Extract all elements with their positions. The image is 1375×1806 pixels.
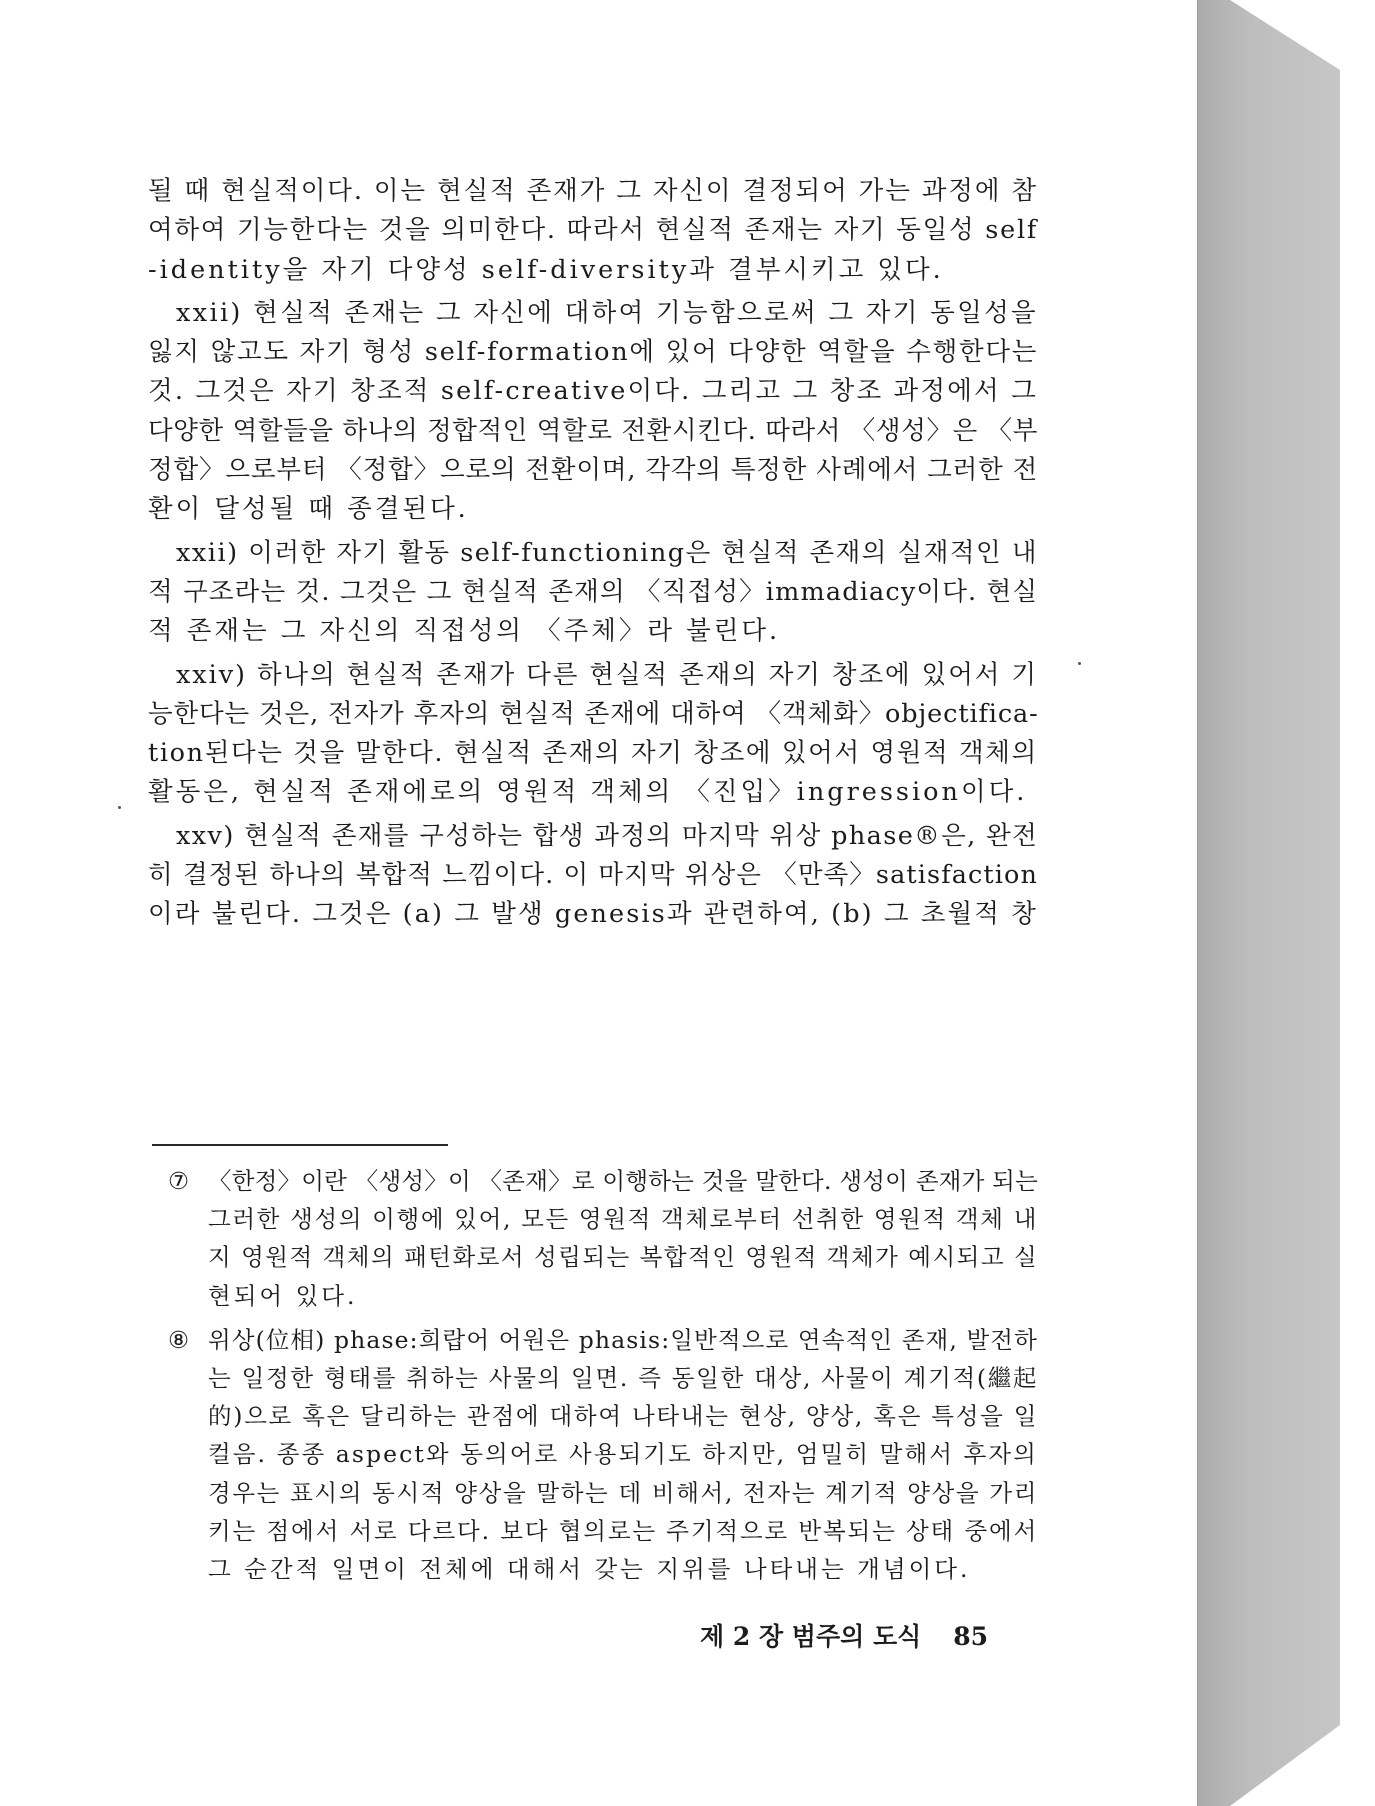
scan-speck — [1078, 662, 1081, 665]
footnotes — [168, 1162, 1038, 1594]
page-stack-edge — [1190, 0, 1340, 1806]
paragraph — [148, 656, 1038, 813]
footnote-line: 현되어 있다. — [208, 1281, 358, 1310]
footnote-line: 키는 점에서 서로 다르다. 보다 협의로는 주기적으로 반복되는 상태 중에서 — [208, 1516, 1039, 1545]
footnote-line: 경우는 표시의 동시적 양상을 말하는 데 비해서, 전자는 계기적 양상을 가리 — [208, 1478, 1039, 1507]
footnote-line: 그 순간적 일면이 전체에 대해서 갖는 지위를 나타내는 개념이다. — [208, 1555, 971, 1584]
running-footer-chapter: 제 2 장 범주의 도식 — [700, 1622, 922, 1651]
text-line: 다양한 역할들을 하나의 정합적인 역할로 전환시킨다. 따라서 〈생성〉은 〈부 — [148, 415, 1039, 446]
text-line: 이라 불린다. 그것은 (a) 그 발생 genesis과 관련하여, (b) 그 초월적 창 — [148, 899, 1038, 930]
footnote-text — [168, 1321, 1038, 1588]
footnote-line: 컬음. 종종 aspect와 동의어로 사용되기도 하지만, 엄밀히 말해서 후자의 — [208, 1440, 1038, 1469]
text-line: 적 존재는 그 자신의 직접성의 〈주체〉라 불린다. — [148, 616, 781, 647]
paragraph — [148, 817, 1038, 935]
footnote-line: 위상(位相) phase:희랍어 어원은 phasis:일반적으로 연속적인 존재, 발전하 — [208, 1325, 1038, 1354]
footnote — [168, 1162, 1038, 1315]
page-footer — [700, 1617, 988, 1653]
text-line: 활동은, 현실적 존재에로의 영원적 객체의 〈진입〉ingression이다. — [148, 777, 1028, 808]
text-line: 잃지 않고도 자기 형성 self-formation에 있어 다양한 역할을 수행한다는 — [148, 337, 1039, 368]
page-number: 85 — [953, 1622, 989, 1651]
text-line: 정합〉으로부터 〈정합〉으로의 전환이며, 각각의 특정한 사례에서 그러한 전 — [148, 455, 1039, 486]
text-line: xxiv) 하나의 현실적 존재가 다른 현실적 존재의 자기 창조에 있어서 기 — [176, 659, 1038, 690]
text-line: 여하여 기능한다는 것을 의미한다. 따라서 현실적 존재는 자기 동일성 self — [148, 215, 1039, 246]
footnote-line: 는 일정한 형태를 취하는 사물의 일면. 즉 동일한 대상, 사물이 계기적(繼起 — [208, 1364, 1039, 1393]
footnote-line: 的)으로 혹은 달리하는 관점에 대하여 나타내는 현상, 양상, 혹은 특성을 일 — [208, 1402, 1039, 1431]
text-line: 것. 그것은 자기 창조적 self-creative이다. 그리고 그 창조 과정에서 그 — [148, 376, 1038, 407]
footnote-line: 그러한 생성의 이행에 있어, 모든 영원적 객체로부터 선취한 영원적 객체 내 — [208, 1205, 1039, 1234]
scan-speck — [118, 806, 121, 809]
text-line: 될 때 현실적이다. 이는 현실적 존재가 그 자신이 결정되어 가는 과정에 참 — [148, 176, 1038, 206]
footnote-line: 지 영원적 객체의 패턴화로서 성립되는 복합적인 영원적 객체가 예시되고 실 — [208, 1243, 1039, 1272]
body-text — [148, 172, 1038, 939]
text-line: 환이 달성될 때 종결된다. — [148, 494, 469, 525]
footnote-marker: ⑦ — [168, 1167, 190, 1195]
footnote — [168, 1321, 1038, 1588]
text-line: xxv) 현실적 존재를 구성하는 합생 과정의 마지막 위상 phase®은, 완전 — [176, 820, 1039, 851]
footnote-line: 〈한정〉이란 〈생성〉이 〈존재〉로 이행하는 것을 말한다. 생성이 존재가 되는 — [208, 1167, 1038, 1195]
footnote-marker: ⑧ — [168, 1325, 190, 1354]
paragraph — [148, 534, 1038, 652]
text-line: xxii) 이러한 자기 활동 self-functioning은 현실적 존재의 실재적인 내 — [176, 537, 1038, 568]
footnote-separator — [152, 1144, 448, 1146]
text-line: xxii) 현실적 존재는 그 자신에 대하여 기능함으로써 그 자기 동일성을 — [176, 297, 1039, 328]
footnote-text — [168, 1162, 1038, 1315]
paragraph — [148, 172, 1038, 290]
text-line: tion된다는 것을 말한다. 현실적 존재의 자기 창조에 있어서 영원적 객체의 — [148, 738, 1038, 769]
text-line: 능한다는 것은, 전자가 후자의 현실적 존재에 대하여 〈객체화〉objectifica- — [148, 698, 1039, 729]
text-line: -identity을 자기 다양성 self-diversity과 결부시키고 있다. — [148, 254, 944, 285]
text-line: 적 구조라는 것. 그것은 그 현실적 존재의 〈직접성〉immadiacy이다. 현실 — [148, 576, 1039, 607]
paragraph — [148, 294, 1038, 530]
text-line: 히 결정된 하나의 복합적 느낌이다. 이 마지막 위상은 〈만족〉satisfaction — [148, 860, 1038, 891]
